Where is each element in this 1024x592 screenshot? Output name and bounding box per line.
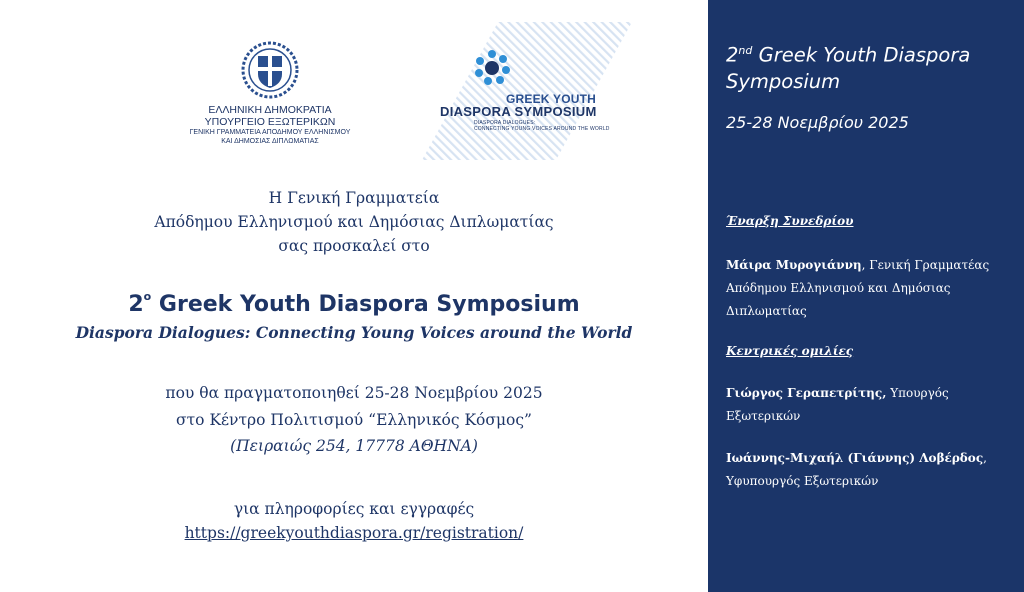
symposium-mark-icon (472, 48, 512, 88)
opening-heading: Έναρξη Συνεδρίου (726, 214, 854, 228)
logo-greek-youth: GREEK YOUTH (506, 92, 596, 106)
event-ordinal: 2 (128, 292, 144, 317)
ministry-line-3: ΓΕΝΙΚΗ ΓΡΑΜΜΑΤΕΙΑ ΑΠΟΔΗΜΟΥ ΕΛΛΗΝΙΣΜΟΥ (189, 129, 351, 136)
speaker1-role-1: Υπουργός (886, 386, 949, 400)
symposium-logo (388, 22, 632, 160)
speaker2-role-2: Υφυπουργός Εξωτερικών (726, 474, 879, 488)
sidebar-title-num: 2 (726, 43, 739, 67)
speaker2-role-1: , (983, 451, 987, 465)
greek-coat-of-arms-icon (240, 40, 300, 100)
speaker2-name: Ιωάννης-Μιχαήλ (Γιάννης) Λοβέρδος (726, 451, 984, 465)
ministry-line-4: ΚΑΙ ΔΗΜΟΣΙΑΣ ΔΙΠΛΩΜΑΤΙΑΣ (221, 138, 319, 145)
sidebar-title-rest-1: Greek Youth Diaspora (752, 43, 971, 67)
diagonal-stripes-background (388, 22, 632, 160)
opening-speaker-role-3: Διπλωματίας (726, 304, 807, 318)
details-address: (Πειραιώς 254, 17778 ΑΘΗΝΑ) (230, 437, 478, 455)
ministry-line-1: ΕΛΛΗΝΙΚΗ ΔΗΜΟΚΡΑΤΙΑ (208, 104, 332, 116)
details-line-2: στο Κέντρο Πολιτισμού “Ελληνικός Κόσμος” (176, 411, 532, 429)
keynote-speaker-1 (726, 382, 1016, 428)
speaker1-role-2: Εξωτερικών (726, 409, 801, 423)
intro-line-3: σας προσκαλεί στο (278, 237, 430, 255)
logo-subtitle-1: DIASPORA DIALOGUES: (474, 120, 536, 126)
sidebar-title-sup: nd (738, 44, 753, 57)
ministry-line-2: ΥΠΟΥΡΓΕΙΟ ΕΞΩΤΕΡΙΚΩΝ (204, 116, 336, 128)
ministry-logo (160, 40, 380, 146)
details-line-1: που θα πραγματοποιηθεί 25-28 Νοεμβρίου 2025 (165, 384, 543, 402)
registration-link[interactable]: https://greekyouthdiaspora.gr/registration/ (184, 524, 524, 542)
opening-speaker (726, 254, 1016, 323)
keynotes-heading: Κεντρικές ομιλίες (726, 344, 854, 358)
intro-line-2: Απόδημου Ελληνισμού και Δημόσιας Διπλωματίας (154, 213, 554, 231)
event-ordinal-sup: ο (143, 289, 152, 303)
opening-speaker-role-2: Απόδημου Ελληνισμού και Δημόσιας (726, 281, 951, 295)
event-title (0, 289, 708, 317)
sidebar-dates: 25-28 Νοεμβρίου 2025 (726, 113, 909, 132)
sidebar-title (726, 38, 1022, 95)
event-subtitle: Diaspora Dialogues: Connecting Young Voices around the World (75, 323, 633, 342)
opening-speaker-name: Μάιρα Μυρογιάννη (726, 258, 862, 272)
logo-subtitle-2: CONNECTING YOUNG VOICES AROUND THE WORLD (474, 126, 610, 132)
event-name: Greek Youth Diaspora Symposium (158, 292, 580, 317)
logo-diaspora-symposium: DIASPORA SYMPOSIUM (440, 104, 597, 119)
speaker1-name: Γιώργος Γεραπετρίτης, (726, 386, 887, 400)
sidebar-title-rest-2: Symposium (726, 69, 841, 93)
registration-label: για πληροφορίες και εγγραφές (233, 500, 475, 518)
intro-line-1: Η Γενική Γραμματεία (268, 189, 440, 207)
event-sidebar (708, 0, 1024, 592)
opening-speaker-role-1: , Γενική Γραμματέας (861, 258, 990, 272)
keynote-speaker-2 (726, 447, 1016, 493)
